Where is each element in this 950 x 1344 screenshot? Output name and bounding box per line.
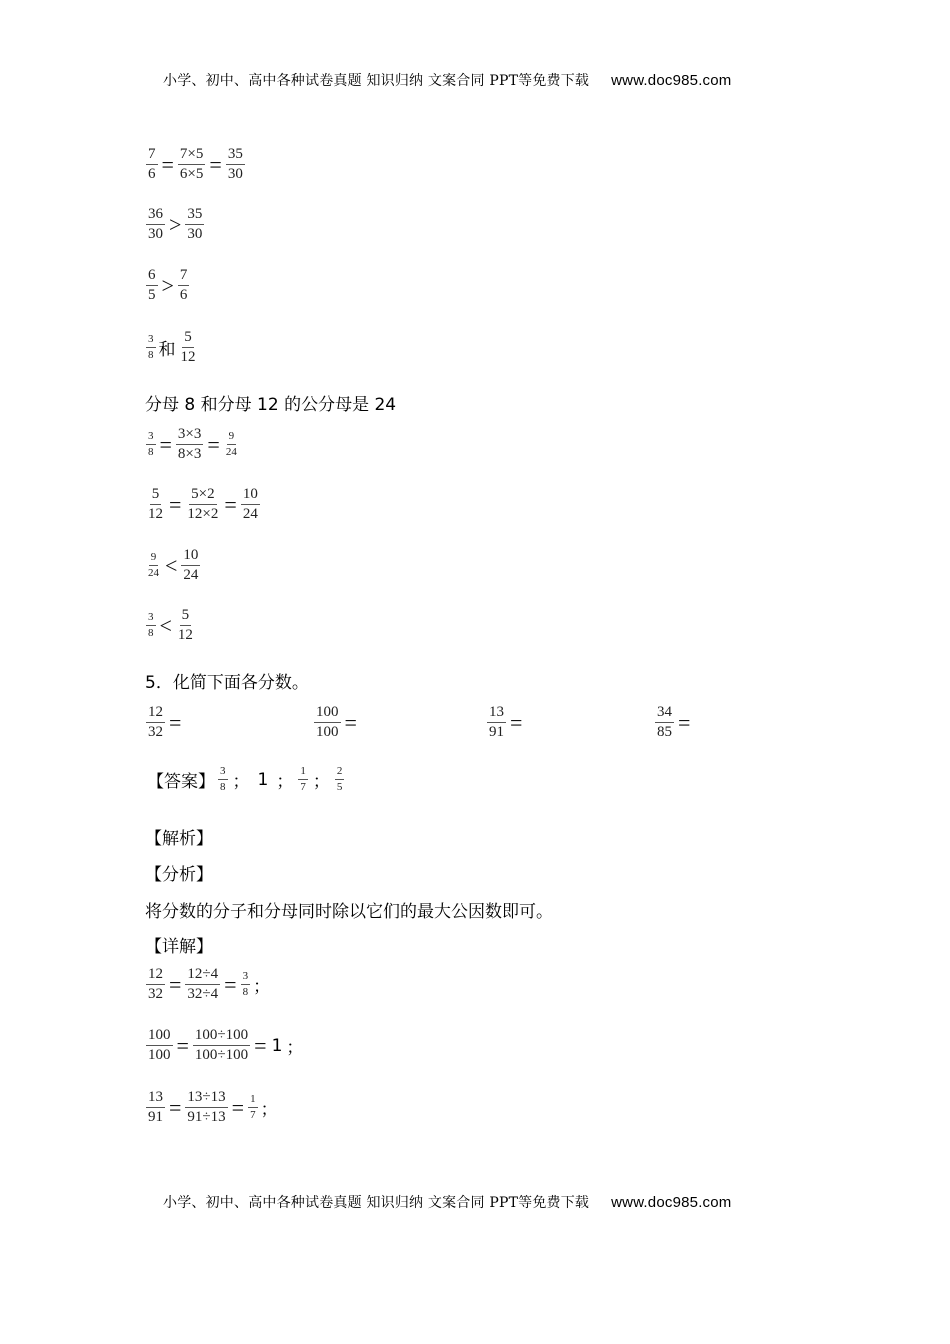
fraction-pair-line: $\frac{3}{8}$ 和 $\frac{5}{12}$ bbox=[145, 328, 199, 367]
question-5-item: $\frac{34}{85}$ = bbox=[654, 703, 693, 742]
equation-line-7: $\frac{5}{12}$ = $\frac{5\times 2}{12\times 2}$ = $\frac{10}{24}$ bbox=[145, 485, 261, 524]
detail-equation: $\frac{100}{100}$ = $\frac{100\div 100}{100\div 100}$ = 1 ； bbox=[145, 1026, 305, 1065]
header-text: 小学、初中、高中各种试卷真题 知识归纳 文案合同 PPT等免费下载 bbox=[163, 73, 590, 89]
analysis-label: 【解析】 bbox=[145, 829, 213, 849]
question-5-item: $\frac{100}{100}$ = bbox=[313, 703, 360, 742]
footer-text: 小学、初中、高中各种试卷真题 知识归纳 文案合同 PPT等免费下载 bbox=[163, 1195, 590, 1211]
fraction: $\frac{3\times 3}{8\times 3}$ bbox=[177, 426, 202, 462]
fenxi-label: 【分析】 bbox=[145, 865, 213, 885]
question-5-item: $\frac{12}{32}$ = bbox=[145, 703, 184, 742]
fraction: $\frac{5}{12}$ bbox=[180, 329, 196, 365]
fraction: $\frac{34}{85}$ bbox=[657, 704, 672, 740]
detail-label: 【详解】 bbox=[145, 937, 213, 957]
fraction: $\frac{3}{8}$ bbox=[220, 765, 226, 793]
fraction: $\frac{3}{8}$ bbox=[242, 970, 249, 998]
fraction: $\frac{7\times 5}{6\times 5}$ bbox=[179, 146, 204, 182]
fraction: $\frac{3}{8}$ bbox=[148, 430, 154, 458]
fenxi-text: 将分数的分子和分母同时除以它们的最大公因数即可。 bbox=[145, 902, 553, 922]
fraction: $\frac{9}{24}$ bbox=[148, 551, 159, 579]
comparison-line-3: $\frac{6}{5}$ > $\frac{7}{6}$ bbox=[145, 266, 190, 305]
fraction: $\frac{1}{7}$ bbox=[250, 1093, 256, 1121]
fraction: $\frac{10}{24}$ bbox=[242, 486, 258, 522]
header-site-link[interactable]: www.doc985.com bbox=[611, 72, 732, 89]
fraction: $\frac{5\times 2}{12\times 2}$ bbox=[187, 486, 219, 522]
fraction: $\frac{12\div 4}{32\div 4}$ bbox=[187, 966, 219, 1002]
fraction: $\frac{10}{24}$ bbox=[183, 547, 199, 583]
fraction: $\frac{13}{91}$ bbox=[148, 1089, 163, 1125]
fraction: $\frac{2}{5}$ bbox=[336, 765, 343, 793]
comparison-line-9: $\frac{3}{8}$ < $\frac{5}{12}$ bbox=[145, 606, 196, 645]
fraction: $\frac{7}{6}$ bbox=[148, 146, 156, 182]
fraction: $\frac{36}{30}$ bbox=[148, 206, 163, 242]
detail-equation: $\frac{12}{32}$ = $\frac{12\div 4}{32\div 4}$ = $\frac{3}{8}$ ； bbox=[145, 965, 272, 1004]
fraction: $\frac{13\div 13}{91\div 13}$ bbox=[187, 1089, 226, 1125]
answer-line: 【答案】 $\frac{3}{8}$ ； 1 ； $\frac{1}{7}$ ； $\frac{2}{5}$ bbox=[145, 764, 345, 795]
comparison-line-2: $\frac{36}{30}$ > $\frac{35}{30}$ bbox=[145, 205, 205, 244]
fraction: $\frac{3}{8}$ bbox=[148, 333, 154, 361]
fraction: $\frac{35}{30}$ bbox=[227, 146, 243, 182]
fraction: $\frac{7}{6}$ bbox=[179, 267, 188, 303]
fraction: $\frac{13}{91}$ bbox=[489, 704, 504, 740]
page-header bbox=[163, 70, 732, 90]
fraction: $\frac{5}{12}$ bbox=[177, 607, 193, 643]
comparison-line-8: $\frac{9}{24}$ < $\frac{10}{24}$ bbox=[145, 546, 201, 585]
fraction: $\frac{3}{8}$ bbox=[148, 611, 154, 639]
answer-label: 【答案】 bbox=[147, 772, 215, 792]
equation-line-1: $\frac{7}{6}$ = $\frac{7\times 5}{6\times 5}$ = $\frac{35}{30}$ bbox=[145, 145, 246, 184]
fraction: $\frac{12}{32}$ bbox=[148, 704, 163, 740]
fraction: $\frac{100}{100}$ bbox=[148, 1027, 171, 1063]
fraction: $\frac{6}{5}$ bbox=[148, 267, 156, 303]
question-5-item: $\frac{13}{91}$ = bbox=[486, 703, 525, 742]
fraction: $\frac{100\div 100}{100\div 100}$ bbox=[194, 1027, 249, 1063]
fraction: $\frac{9}{24}$ bbox=[225, 430, 237, 458]
detail-equation: $\frac{13}{91}$ = $\frac{13\div 13}{91\div 13}$ = $\frac{1}{7}$ ； bbox=[145, 1088, 280, 1127]
footer-site-link[interactable]: www.doc985.com bbox=[611, 1194, 732, 1211]
fraction: $\frac{1}{7}$ bbox=[300, 765, 306, 793]
fraction: $\frac{5}{12}$ bbox=[148, 486, 163, 522]
fraction: $\frac{35}{30}$ bbox=[187, 206, 203, 242]
fraction: $\frac{100}{100}$ bbox=[316, 704, 339, 740]
fraction: $\frac{12}{32}$ bbox=[148, 966, 163, 1002]
common-denominator-text: 分母 8 和分母 12 的公分母是 24 bbox=[145, 395, 397, 415]
page-footer bbox=[163, 1192, 732, 1212]
equation-line-6: $\frac{3}{8}$ = $\frac{3\times 3}{8\times 3}$ = $\frac{9}{24}$ bbox=[145, 425, 240, 464]
question-5-title: 5．化简下面各分数。 bbox=[145, 673, 309, 693]
